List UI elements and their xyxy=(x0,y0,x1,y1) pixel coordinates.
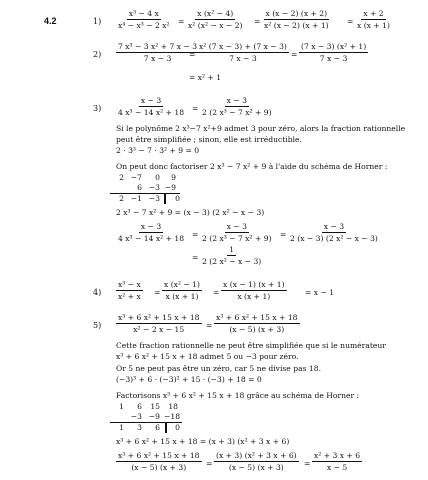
item-3-horner-scheme: 2 −7 0 9 6 −3 −9 2 −1 −3 0 xyxy=(119,173,180,203)
item-5-text-1: Cette fraction rationnelle ne peut être simplifiée que si le numérateur xyxy=(116,341,386,350)
item-3-text-1: Si le polynôme 2 x³−7 x²+9 admet 3 pour zéro, alors la fraction rationnelle xyxy=(116,124,406,133)
equals: = xyxy=(280,230,287,239)
item-4-result: = x − 1 xyxy=(305,288,335,297)
item-5-factorization: x³ + 6 x² + 15 x + 18 = (x + 3) (x² + 3 x + 6) xyxy=(116,437,290,446)
item-5-text-4: Factorisons x³ + 6 x² + 15 x + 18 grâce au schéma de Horner : xyxy=(116,391,360,400)
equals: = xyxy=(254,17,261,26)
equals: = xyxy=(192,104,199,113)
equals: = xyxy=(192,253,199,262)
item-1-fraction-2: $\frac{\text{x (x² − 4)}}{\text{x² (x² − x − 2)}}$ xyxy=(188,9,243,30)
equals: = xyxy=(189,50,196,59)
item-2-fraction-3: $\frac{\text{(7 x − 3) (x² + 1)}}{7 x - 3}$ xyxy=(301,42,367,63)
item-1-number: 1) xyxy=(93,17,102,26)
item-5-fraction-2: $\frac{\text{x³ + 6 x² + 15 x + 18}}{(x - 5) (x + 3)}$ xyxy=(216,313,298,334)
item-5-horner-scheme: 1 6 15 18 −3 −9 −18 1 3 6 0 xyxy=(119,402,181,432)
item-5-number: 5) xyxy=(93,321,102,330)
item-2-number: 2) xyxy=(93,50,102,59)
equals: = xyxy=(206,321,213,330)
equals: = xyxy=(304,459,311,468)
item-2-fraction-2: $\frac{\text{x² (7 x − 3) + (7 x − 3)}}{7 x - 3}$ xyxy=(199,42,287,63)
item-2-fraction-1: $\frac{\text{7 x³ − 3 x² + 7 x − 3}}{7 x - 3}$ xyxy=(118,42,198,63)
item-5-check: (−3)³ + 6 · (−3)² + 15 · (−3) + 18 = 0 xyxy=(116,375,262,384)
item-5-fraction-5: $\frac{\text{x² + 3 x + 6}}{x - 5}$ xyxy=(314,451,361,472)
section-number: 4.2 xyxy=(44,16,57,26)
item-5-fraction-3: $\frac{\text{x³ + 6 x² + 15 x + 18}}{(x - 5) (x + 3)}$ xyxy=(118,451,200,472)
equals: = xyxy=(154,288,161,297)
equals: = xyxy=(206,459,213,468)
item-3-fraction-2: $\frac{x - 3}{\text{2 (2 x³ − 7 x² + 9)}}$ xyxy=(202,96,272,117)
item-2-result: = x² + 1 xyxy=(189,73,222,82)
item-3-number: 3) xyxy=(93,104,102,113)
item-1-fraction-4: $\frac{x + 2}{x (x + 1)}$ xyxy=(357,9,390,30)
item-3-fraction-3: $\frac{x - 3}{\text{4 x³ − 14 x² + 18}}$ xyxy=(118,222,185,243)
item-3-fraction-1: $\frac{x - 3}{\text{4 x³ − 14 x² + 18}}$ xyxy=(118,96,185,117)
item-5-text-3: Or 5 ne peut pas être un zéro, car 5 ne divise pas 18. xyxy=(116,364,321,373)
item-3-fraction-5: $\frac{x - 3}{\text{2 (x − 3) (2 x² − x − 3)}}$ xyxy=(290,222,378,243)
item-5-text-2: x³ + 6 x² + 15 x + 18 admet 5 ou −3 pour zéro. xyxy=(116,352,299,361)
equals: = xyxy=(291,50,298,59)
item-3-text-2: peut être simplifiée ; sinon, elle est irréductible. xyxy=(116,135,302,144)
equals: = xyxy=(178,17,185,26)
item-1-fraction-3: $\frac{x (x - 2) (x + 2)}{\text{x² (x − 2) (x + 1)}}$ xyxy=(264,9,329,30)
item-4-fraction-2: $\frac{\text{x (x² − 1)}}{x (x + 1)}$ xyxy=(164,280,200,301)
item-3-factorization: 2 x³ − 7 x² + 9 = (x − 3) (2 x² − x − 3) xyxy=(116,208,265,217)
equals: = xyxy=(347,17,354,26)
equals: = xyxy=(192,230,199,239)
item-4-fraction-1: $\frac{\text{x³ − x}}{\text{x² + x}}$ xyxy=(118,280,141,301)
item-3-text-3: On peut donc factoriser 2 x³ − 7 x² + 9 à l'aide du schéma de Horner : xyxy=(116,162,388,171)
item-3-check: 2 · 3³ − 7 · 3² + 9 = 0 xyxy=(116,146,200,155)
equals: = xyxy=(213,288,220,297)
item-3-fraction-6: $\frac{1}{\text{2 (2 x² − x − 3)}}$ xyxy=(202,245,262,266)
item-4-number: 4) xyxy=(93,288,102,297)
item-5-fraction-4: $\frac{\text{(x + 3) (x² + 3 x + 6)}}{(x - 5) (x + 3)}$ xyxy=(216,451,297,472)
item-4-fraction-3: $\frac{x (x - 1) (x + 1)}{x (x + 1)}$ xyxy=(223,280,285,301)
item-3-fraction-4: $\frac{x - 3}{\text{2 (2 x³ − 7 x² + 9)}}$ xyxy=(202,222,272,243)
item-5-fraction-1: $\frac{\text{x³ + 6 x² + 15 x + 18}}{\text{x² − 2 x − 15}}$ xyxy=(118,313,200,334)
item-1-fraction-1: $\frac{\text{x³ − 4 x}}{\text{x⁴ − x³ − 2 x²}}$ xyxy=(118,9,170,30)
